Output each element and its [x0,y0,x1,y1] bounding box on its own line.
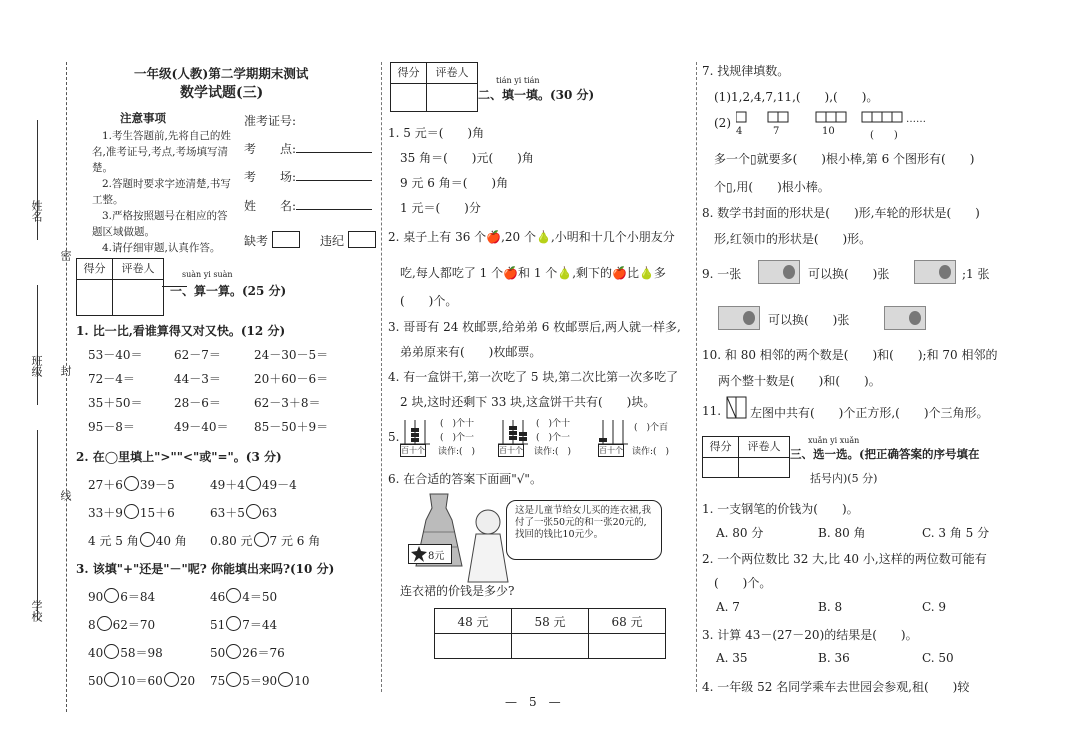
mc3-option-b: B. 36 [818,651,850,665]
column-separator-2 [696,62,697,692]
notice-title: 注意事项 [120,111,166,125]
compare-circle[interactable] [246,476,261,491]
q2-title: 2. 在◯里填上">""<"或"="。(3 分) [76,450,282,464]
operator-circle[interactable] [104,644,119,659]
compare-circle[interactable] [124,504,139,519]
q9-part1: 9. 一张 [702,267,742,281]
mc1-question: 1. 一支钢笔的价钱为( )。 [702,502,859,516]
exam-title: 一年级(人教)第二学期期末测试 [134,66,309,81]
fill-q1-line3: 9 元 6 角＝( )角 [400,176,509,190]
left-column: 一年级(人教)第二学期期末测试 数学试题(三) 注意事项 1.考生答题前,先将自己的姓 名,准考证号,考点,考场填写清楚。 2.答题时要求字迹清楚,书写 工整。 3.严格按照题号在相应的答 题区域做题。 4.请仔细审题,认真作答。 准考证号: 考 点: 考 场: 姓 名: 缺考 违纪 得分 评卷人 suàn yi suàn 一、算一算。(25 分) 1. 比一比,看谁算得又对又快。(12 分) 53－40＝ 62－7＝ 24－30－5＝ 72－4＝ 44－3＝ 20＋60－6＝ 35＋50＝ 28－6＝ 62－3＋8＝ 95－8＝ 49－40＝ 85－50＋9＝ 2. 在◯里填上">""<"或"="。(3 分) 27＋6 39－5 49＋4 49－4 33＋9 15＋6 63＋5 63 4 元 5 角 40 角 0.80 元 7 元 6 角 3. 该填"+"还是"－"呢? 你能填出来吗?(10 分) 90 6＝84 46 4＝50 8 62＝70 51 7＝44 40 58＝98 50 26＝76 50 10＝60 20 75 5＝90 10 [72,0,377,700]
operator-circle[interactable] [164,672,179,687]
q7-title: 7. 找规律填数。 [702,64,790,78]
check-cell-58[interactable] [512,634,589,659]
fill-q1-line2: 35 角＝( )元( )角 [400,151,534,165]
q9-part4: 可以换( )张 [768,313,850,327]
seal-word-xian: 线 [59,490,72,501]
student-name-field[interactable]: 姓 名: [244,197,372,214]
q7-part2-label: (2) [714,116,731,130]
section1-title: 一、算一算。(25 分) [170,284,287,298]
section3-title: 三、选一选。(把正确答案的序号填在 [790,447,980,461]
mc2-option-b: B. 8 [818,600,843,614]
operator-circle[interactable] [104,588,119,603]
mc2-question-cont: ( )个。 [714,576,772,590]
mc1-option-a: A. 80 分 [716,526,764,540]
exam-number-label: 准考证号: [244,114,297,128]
mc2-option-c: C. 9 [922,600,947,614]
dress-question: 连衣裙的价钱是多少? [400,584,515,598]
banknote-5-icon [884,306,926,330]
middle-column: 得分 评卷人 tián yi tián 二、填一填。(30 分) 1. 5 元＝( )角 35 角＝( )元( )角 9 元 6 角＝( )角 1 元＝( )分 2. 桌子上有 36 个🍎,20 个🍐,小明和十几个小朋友分 吃,每人都吃了 1 个🍎和 1 个🍐,剩下的🍎比🍐多 ( )个。 3. 哥哥有 24 枚邮票,给弟弟 6 枚邮票后,两人就一样多, 弟弟原来有( )枚邮票。 4. 有一盒饼干,第一次吃了 5 块,第二次比第一次多吃了 2 块,这时还剩下 33 块,这盒饼干共有( )块。 5. 百十个 ( )个十 ( )个一 读作:( ) 百十个 ( )个十 ( )个一 读作:( ) 百十个 ( )个百 读作:( ) 6. 在合适的答案下面画"√"。 8元 这是儿童节给女儿买的连衣裙,我付了一张50元的和一张20元的,找回的钱比10元少。 连衣裙的价钱是多少? 48 元 58 元 68 元 [386,0,696,700]
exam-site-field[interactable]: 考 点: [244,140,372,157]
fill-q6-title: 6. 在合适的答案下面画"√"。 [388,472,542,486]
q9-part3: ;1 张 [962,267,990,281]
q8-line2: 形,红领巾的形状是( )形。 [714,232,872,246]
option-48: 48 元 [435,609,512,634]
mc4-question-partial: 4. 一年级 52 名同学乘车去世园会参观,租( )较 [702,680,970,694]
mc2-option-a: A. 7 [716,600,740,614]
exam-room-field[interactable]: 考 场: [244,168,372,185]
matchstick-squares-icon [736,110,926,126]
section3-title-2: 括号内)(5 分) [810,472,878,485]
price-options-table [434,608,666,659]
fill-q4-line1: 4. 有一盒饼干,第一次吃了 5 块,第二次比第一次多吃了 [388,370,679,384]
binding-dashed-line [66,62,67,712]
section2-pinyin: tián yi tián [496,76,540,85]
name-line [37,120,38,240]
score-box-section-3: 得分 评卷人 [702,436,790,478]
speech-bubble: 这是儿童节给女儿买的连衣裙,我付了一张50元的和一张20元的,找回的钱比10元少。 [506,500,662,560]
q10-line2: 两个整十数是( )和( )。 [718,374,881,388]
q9-part2: 可以换( )张 [808,267,890,281]
operator-circle[interactable] [226,588,241,603]
q10-line1: 10. 和 80 相邻的两个数是( )和( );和 70 相邻的 [702,348,998,362]
mc3-option-a: A. 35 [716,651,748,665]
mc1-option-b: B. 80 角 [818,526,866,540]
class-line [37,285,38,405]
school-label: 学校 [30,600,43,622]
binding-strip [0,0,70,756]
column-separator-1 [381,62,382,692]
compare-circle[interactable] [124,476,139,491]
section1-pinyin: suàn yi suàn [182,270,233,279]
q7-part1: (1)1,2,4,7,11,( ),( )。 [714,90,879,104]
banknote-10-icon [914,260,956,284]
operator-circle[interactable] [226,672,241,687]
square-triangle-figure-icon [726,396,748,420]
section3-pinyin: xuǎn yi xuǎn [808,436,860,445]
price-tag: 8元 [408,544,452,564]
compare-circle[interactable] [246,504,261,519]
fill-q2-line3: ( )个。 [400,294,458,308]
mc1-option-c: C. 3 角 5 分 [922,526,990,540]
q7-text-line1: 多一个▯就要多( )根小棒,第 6 个图形有( ) [714,152,975,166]
seal-word-mi: 密 [59,250,72,261]
q1-title: 1. 比一比,看谁算得又对又快。(12 分) [76,324,286,338]
absent-field[interactable]: 缺考 [244,231,300,249]
exam-subtitle: 数学试题(三) [180,85,264,101]
fill-q3-line2: 弟弟原来有( )枚邮票。 [400,345,542,359]
operator-circle[interactable] [226,644,241,659]
fill-q4-line2: 2 块,这时还剩下 33 块,这盒饼干共有( )块。 [400,395,656,409]
q3-title: 3. 该填"+"还是"－"呢? 你能填出来吗?(10 分) [76,562,335,576]
fill-q2-line1: 2. 桌子上有 36 个🍎,20 个🍐,小明和十几个小朋友分 [388,230,675,244]
banknote-50-icon [758,260,800,284]
school-line [37,430,38,620]
compare-circle[interactable] [140,532,155,547]
q11-text: 左图中共有( )个正方形,( )个三角形。 [750,406,989,420]
mother-figure-icon [464,508,512,584]
operator-circle[interactable] [278,672,293,687]
right-column: 7. 找规律填数。 (1)1,2,4,7,11,( ),( )。 (2) …… 4 7 10 ( ) 多一个▯就要多( )根小棒,第 6 个图形有( ) 个▯,用( )根小棒。 8. 数学书封面的形状是( )形,车轮的形状是( ) 形,红领巾的形状是( )形。 9. 一张 可以换( )张 ;1 张 可以换( )张 10. 和 80 相邻的两个数是( )和( );和 70 相邻的 两个整十数是( )和( )。 11. 左图中共有( )个正方形,( )个三角形。 得分 评卷人 xuǎn yi xuǎn 三、选一选。(把正确答案的序号填在 括号内)(5 分) 1. 一支钢笔的价钱为( )。 A. 80 分 B. 80 角 C. 3 角 5 分 2. 一个两位数比 32 大,比 40 小,这样的两位数可能有 ( )个。 A. 7 B. 8 C. 9 3. 计算 43－(27－20)的结果是( )。 A. 35 B. 36 C. 50 4. 一年级 52 名同学乘车去世园会参观,租( )较 [702,64,998,694]
mc3-question: 3. 计算 43－(27－20)的结果是( )。 [702,628,918,642]
fill-q1-line1: 1. 5 元＝( )角 [388,126,485,140]
check-cell-48[interactable] [435,634,512,659]
compare-circle[interactable] [254,532,269,547]
banknote-10b-icon [718,306,760,330]
fill-q1-line4: 1 元＝( )分 [400,201,481,215]
operator-circle[interactable] [104,672,119,687]
seal-word-feng: 封 [59,365,72,376]
notice-list: 1.考生答题前,先将自己的姓 名,准考证号,考点,考场填写清楚。 2.答题时要求字迹清楚,书写 工整。 3.严格按照题号在相应的答 题区域做题。 4.请仔细审题,认真作答。 [92,130,231,254]
operator-circle[interactable] [97,616,112,631]
q11-label: 11. [702,404,722,418]
check-cell-68[interactable] [589,634,666,659]
svg-text:……: …… [906,114,926,125]
mc2-question: 2. 一个两位数比 32 大,比 40 小,这样的两位数可能有 [702,552,987,566]
fill-q2-line2: 吃,每人都吃了 1 个🍎和 1 个🍐,剩下的🍎比🍐多 [400,266,666,280]
class-label: 班级 [30,355,43,377]
q7-text-line2: 个▯,用( )根小棒。 [714,180,830,194]
q8-line1: 8. 数学书封面的形状是( )形,车轮的形状是( ) [702,206,980,220]
name-label: 姓名 [30,200,43,222]
score-box-section-2: 得分 评卷人 [390,62,478,112]
price-tag-star-icon [411,546,427,562]
mc3-option-c: C. 50 [922,651,954,665]
fill-q3-line1: 3. 哥哥有 24 枚邮票,给弟弟 6 枚邮票后,两人就一样多, [388,320,681,334]
score-box-section-1: 得分 评卷人 [76,258,164,316]
option-58: 58 元 [512,609,589,634]
operator-circle[interactable] [226,616,241,631]
option-68: 68 元 [589,609,666,634]
fill-q5-label: 5. [388,430,400,444]
violation-field[interactable]: 违纪 [320,231,376,249]
section2-title: 二、填一填。(30 分) [478,88,595,102]
page-number: — 5 — [505,695,561,709]
